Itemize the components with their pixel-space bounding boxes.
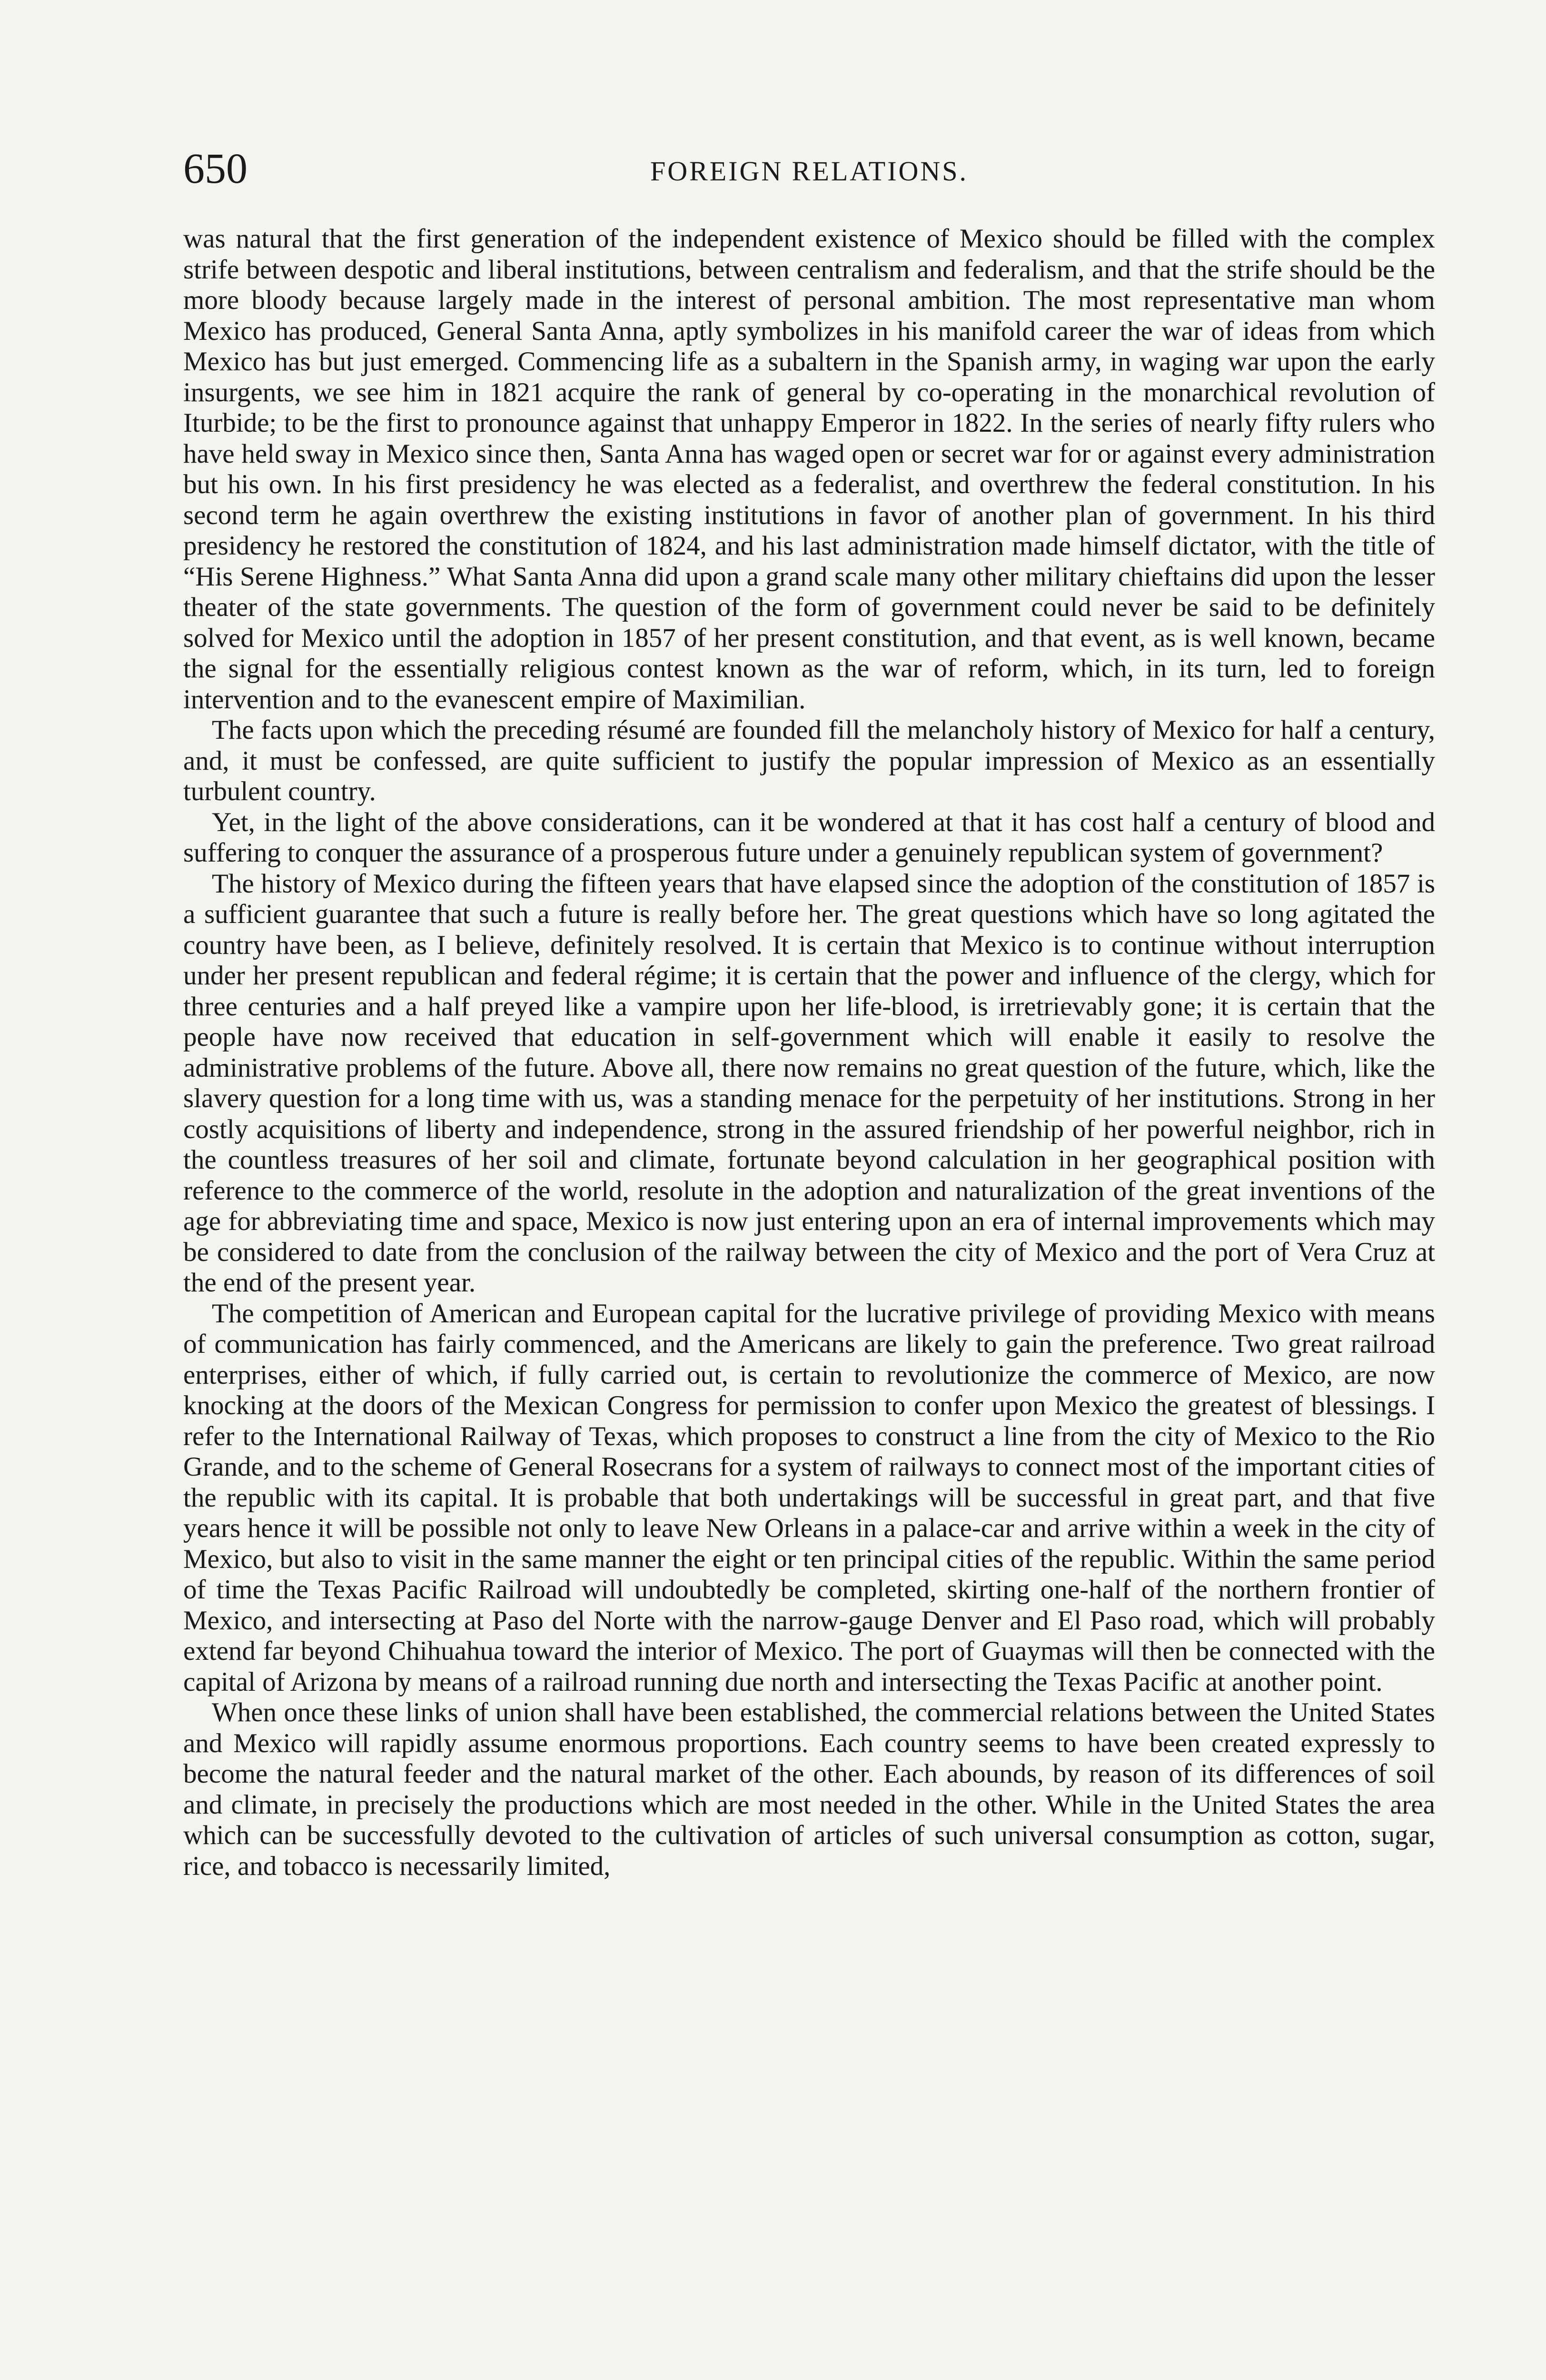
paragraph-1: was natural that the first generation of the independent existence of Mexico should be filled with the complex strife between despotic and liberal institutions, between centralism and federalism, and that the strife should be the more bloody because largely made in the interest of personal ambition. The most representative man whom Mexico has produced, General Santa Anna, aptly symbolizes in his manifold career the war of ideas from which Mexico has but just emerged. Commencing life as a subaltern in the Spanish army, in waging war upon the early insurgents, we see him in 1821 acquire the rank of general by co-operating in the monarchical revolution of Iturbide; to be the first to pronounce against that unhappy Emperor in 1822. In the series of nearly fifty rulers who have held sway in Mexico since then, Santa Anna has waged open or secret war for or against every administration but his own. In his first presidency he was elected as a federalist, and overthrew the federal constitution. In his second term he again overthrew the existing institutions in favor of another plan of government. In his third presidency he restored the constitution of 1824, and his last administration made himself dictator, with the title of “His Serene Highness.” What Santa Anna did upon a grand scale many other military chieftains did upon the lesser theater of the state governments. The question of the form of government could never be said to be definitely solved for Mexico until the adoption in 1857 of her present constitution, and that event, as is well known, became the signal for the essentially religious contest known as the war of reform, which, in its turn, led to foreign intervention and to the evanescent empire of Maximilian.	[183, 224, 1435, 714]
running-title: FOREIGN RELATIONS.	[650, 156, 969, 187]
page-header	[183, 143, 1435, 195]
paragraph-4: The history of Mexico during the fifteen years that have elapsed since the adoption of the constitution of 1857 is a sufficient guarantee that such a future is really before her. The great questions which have so long agitated the country have been, as I believe, definitely resolved. It is certain that Mexico is to continue without interruption under her present republican and federal régime; it is certain that the power and influence of the clergy, which for three centuries and a half preyed like a vampire upon her life-blood, is irretrievably gone; it is certain that the people have now received that education in self-government which will enable it easily to resolve the administrative problems of the future. Above all, there now remains no great question of the future, which, like the slavery question for a long time with us, was a standing menace for the perpetuity of her institutions. Strong in her costly acquisitions of liberty and independence, strong in the assured friendship of her powerful neighbor, rich in the countless treasures of her soil and climate, fortunate beyond calculation in her geographical position with reference to the commerce of the world, resolute in the adoption and naturalization of the great inventions of the age for abbreviating time and space, Mexico is now just entering upon an era of internal improvements which may be considered to date from the conclusion of the railway between the city of Mexico and the port of Vera Cruz at the end of the present year.	[183, 868, 1435, 1298]
body-text	[183, 224, 1435, 1882]
paragraph-3: Yet, in the light of the above considerations, can it be wondered at that it has cost half a century of blood and suffering to conquer the assurance of a prosperous future under a genuinely republican system of government?	[183, 807, 1435, 868]
page-number: 650	[183, 145, 248, 192]
paragraph-2: The facts upon which the preceding résumé are founded fill the melancholy history of Mexico for half a century, and, it must be confessed, are quite sufficient to justify the popular impression of Mexico as an essentially turbulent country.	[183, 715, 1435, 806]
paragraph-6: When once these links of union shall have been established, the commercial relations between the United States and Mexico will rapidly assume enormous proportions. Each country seems to have been created expressly to become the natural feeder and the natural market of the other. Each abounds, by reason of its differences of soil and climate, in precisely the productions which are most needed in the other. While in the United States the area which can be successfully devoted to the cultivation of articles of such universal consumption as cotton, sugar, rice, and tobacco is necessarily limited,	[183, 1697, 1435, 1881]
paragraph-5: The competition of American and European capital for the lucrative privilege of providing Mexico with means of communication has fairly commenced, and the Americans are likely to gain the preference. Two great railroad enterprises, either of which, if fully carried out, is certain to revolutionize the commerce of Mexico, are now knocking at the doors of the Mexican Congress for permission to confer upon Mexico the greatest of blessings. I refer to the International Railway of Texas, which proposes to construct a line from the city of Mexico to the Rio Grande, and to the scheme of General Rosecrans for a system of railways to connect most of the important cities of the republic with its capital. It is probable that both undertakings will be successful in great part, and that five years hence it will be possible not only to leave New Orleans in a palace-car and arrive within a week in the city of Mexico, but also to visit in the same manner the eight or ten principal cities of the republic. Within the same period of time the Texas Pacific Railroad will undoubtedly be completed, skirting one-half of the northern frontier of Mexico, and intersecting at Paso del Norte with the narrow-gauge Denver and El Paso road, which will probably extend far beyond Chihuahua toward the interior of Mexico. The port of Guaymas will then be connected with the capital of Arizona by means of a railroad running due north and intersecting the Texas Pacific at another point.	[183, 1298, 1435, 1697]
